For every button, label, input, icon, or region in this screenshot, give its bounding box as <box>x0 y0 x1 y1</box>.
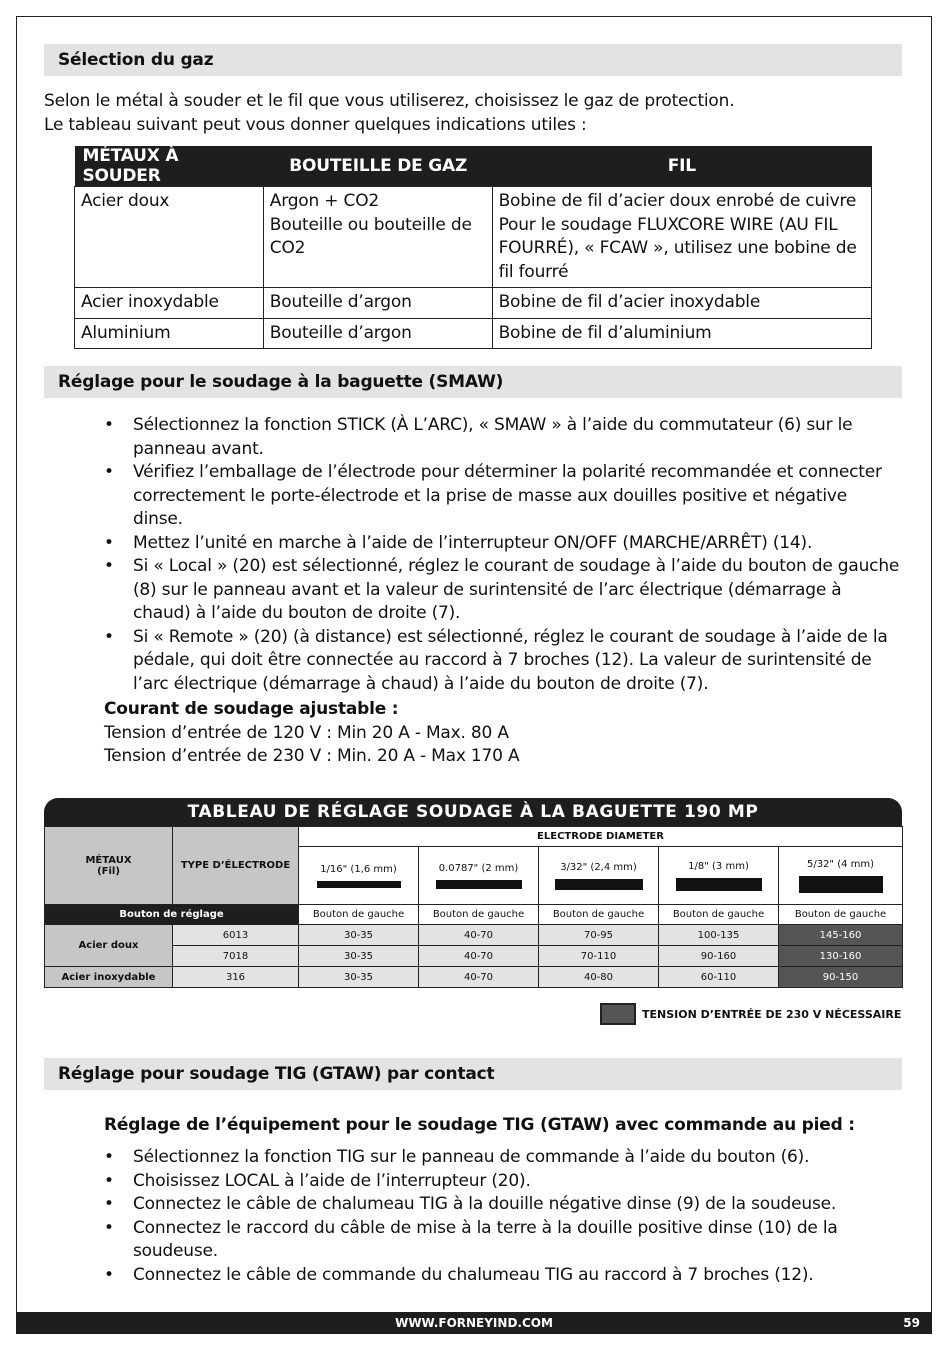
cell-metal: Acier inoxydable <box>75 288 264 319</box>
cell-wire: Bobine de fil d’acier doux enrobé de cuivre Pour le soudage FLUXCORE WIRE (AU FIL FOURRÉ), « FCAW », utilisez une bobine de fil fourré <box>492 187 871 288</box>
knob-value: Bouton de gauche <box>419 905 539 925</box>
list-item: • Connectez le câble de chalumeau TIG à la douille négative dinse (9) de la soudeuse. <box>104 1193 900 1217</box>
current-block <box>104 698 519 769</box>
metal-mild-steel: Acier doux <box>45 925 173 967</box>
gas-intro <box>44 90 734 137</box>
legend-label: TENSION D’ENTRÉE DE 230 V NÉCESSAIRE <box>642 1007 902 1021</box>
knob-value: Bouton de gauche <box>299 905 419 925</box>
cell-wire: Bobine de fil d’aluminium <box>492 318 871 349</box>
page-number: 59 <box>903 1316 920 1330</box>
list-item: • Si « Local » (20) est sélectionné, réglez le courant de soudage à l’aide du bouton de gauche (8) sur le panneau avant et la valeur de surintensité de l’arc électrique (démarrage à chaud) à l’aide du bouton de droite (7). <box>104 555 900 626</box>
header-wire: FIL <box>492 146 871 187</box>
list-item: • Sélectionnez la fonction TIG sur le panneau de commande à l’aide du bouton (6). <box>104 1146 900 1170</box>
gas-intro-line2: Le tableau suivant peut vous donner quelques indications utiles : <box>44 114 587 135</box>
table-row <box>45 925 903 946</box>
electrode-type: 7018 <box>173 946 299 967</box>
table-row <box>45 946 903 967</box>
table-row <box>75 318 872 349</box>
amp-range-230v: 145-160 <box>779 925 903 946</box>
stick-table-title: TABLEAU DE RÉGLAGE SOUDAGE À LA BAGUETTE 190 MP <box>44 798 902 826</box>
section-title-smaw: Réglage pour le soudage à la baguette (SMAW) <box>44 366 902 398</box>
gas-table <box>74 146 872 349</box>
electrode-type: 316 <box>173 967 299 988</box>
footer-url: WWW.FORNEYIND.COM <box>395 1316 553 1330</box>
amp-range: 40-70 <box>419 967 539 988</box>
header-gas: BOUTEILLE DE GAZ <box>263 146 492 187</box>
amp-range: 30-35 <box>299 925 419 946</box>
electrode-type-header: TYPE D’ÉLECTRODE <box>173 827 299 905</box>
knob-value: Bouton de gauche <box>779 905 903 925</box>
cell-metal: Acier doux <box>75 187 264 288</box>
amp-range-230v: 90-150 <box>779 967 903 988</box>
diameter-1-8: 1/8" (3 mm) <box>659 847 779 905</box>
footer <box>16 1312 932 1334</box>
gas-table-header <box>75 146 872 187</box>
list-item: • Si « Remote » (20) (à distance) est sélectionné, réglez le courant de soudage à l’aide de la pédale, qui doit être connectée au raccord à 7 broches (12). La valeur de surintensité de l’arc électrique (démarrage à chaud) à l’aide du bouton de droite (7). <box>104 626 900 697</box>
table-row <box>75 288 872 319</box>
diameter-2mm: 0.0787" (2 mm) <box>419 847 539 905</box>
amp-range: 40-70 <box>419 946 539 967</box>
tig-subtitle: Réglage de l’équipement pour le soudage TIG (GTAW) avec commande au pied : <box>104 1115 855 1135</box>
amp-range: 70-110 <box>539 946 659 967</box>
list-item: • Choisissez LOCAL à l’aide de l’interrupteur (20). <box>104 1170 900 1194</box>
amp-range-230v: 130-160 <box>779 946 903 967</box>
table-row <box>45 967 903 988</box>
legend-swatch <box>600 1003 636 1025</box>
knob-label: Bouton de réglage <box>45 905 299 925</box>
diameter-1-16: 1/16" (1,6 mm) <box>299 847 419 905</box>
list-item: • Sélectionnez la fonction STICK (À L’ARC), « SMAW » à l’aide du commutateur (6) sur le panneau avant. <box>104 414 900 461</box>
section-title-gas: Sélection du gaz <box>44 44 902 76</box>
diameter-5-32: 5/32" (4 mm) <box>779 847 903 905</box>
metal-stainless: Acier inoxydable <box>45 967 173 988</box>
section-title-tig: Réglage pour soudage TIG (GTAW) par contact <box>44 1058 902 1090</box>
knob-value: Bouton de gauche <box>539 905 659 925</box>
tig-bullet-list <box>104 1146 900 1287</box>
amp-range: 100-135 <box>659 925 779 946</box>
electrode-type: 6013 <box>173 925 299 946</box>
smaw-bullet-list <box>104 414 900 696</box>
table-row <box>75 187 872 288</box>
cell-gas: Bouteille d’argon <box>263 318 492 349</box>
diameter-header: ELECTRODE DIAMETER <box>299 827 903 847</box>
current-title: Courant de soudage ajustable : <box>104 699 399 719</box>
current-line-230: Tension d’entrée de 230 V : Min. 20 A - Max 170 A <box>104 746 520 766</box>
gas-intro-line1: Selon le métal à souder et le fil que vous utiliserez, choisissez le gaz de protection. <box>44 91 735 111</box>
current-line-120: Tension d’entrée de 120 V : Min 20 A - Max. 80 A <box>104 722 509 743</box>
knob-value: Bouton de gauche <box>659 905 779 925</box>
amp-range: 30-35 <box>299 946 419 967</box>
cell-gas: Argon + CO2 Bouteille ou bouteille de CO2 <box>263 187 492 288</box>
diameter-3-32: 3/32" (2,4 mm) <box>539 847 659 905</box>
cell-wire: Bobine de fil d’acier inoxydable <box>492 288 871 319</box>
amp-range: 60-110 <box>659 967 779 988</box>
cell-gas: Bouteille d’argon <box>263 288 492 319</box>
list-item: • Connectez le câble de commande du chalumeau TIG au raccord à 7 broches (12). <box>104 1264 900 1288</box>
list-item: • Mettez l’unité en marche à l’aide de l’interrupteur ON/OFF (MARCHE/ARRÊT) (14). <box>104 532 900 556</box>
list-item: • Vérifiez l’emballage de l’électrode pour déterminer la polarité recommandée et connecter correctement le porte-électrode et la prise de masse aux douilles positive et négative dinse. <box>104 461 900 532</box>
amp-range: 40-70 <box>419 925 539 946</box>
header-metals: MÉTAUX À SOUDER <box>75 146 264 187</box>
amp-range: 30-35 <box>299 967 419 988</box>
amp-range: 90-160 <box>659 946 779 967</box>
legend <box>600 1003 901 1025</box>
stick-table <box>44 826 903 988</box>
amp-range: 70-95 <box>539 925 659 946</box>
cell-metal: Aluminium <box>75 318 264 349</box>
list-item: • Connectez le raccord du câble de mise à la terre à la douille positive dinse (10) de la soudeuse. <box>104 1217 900 1264</box>
amp-range: 40-80 <box>539 967 659 988</box>
metals-header: MÉTAUX (Fil) <box>45 827 173 905</box>
